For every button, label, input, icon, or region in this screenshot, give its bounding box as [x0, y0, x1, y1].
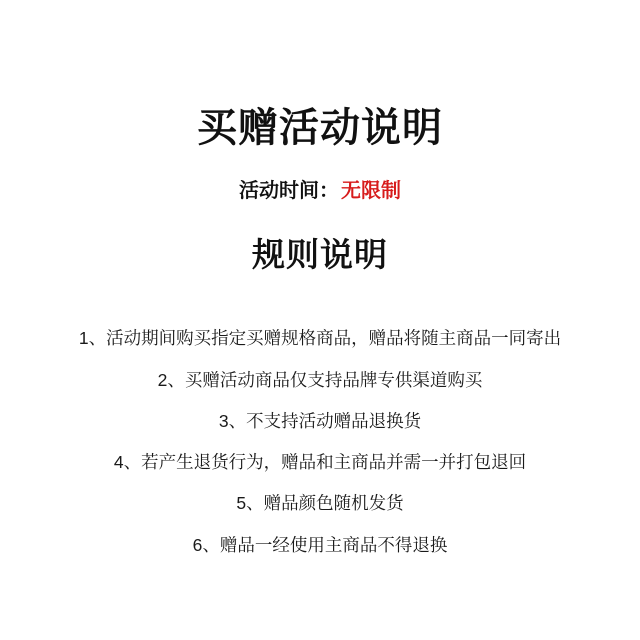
list-item: 2、买赠活动商品仅支持品牌专供渠道购买: [157, 369, 483, 390]
rules-list: [0, 325, 640, 573]
list-item: 6、赠品一经使用主商品不得退换: [192, 534, 448, 555]
list-item: 3、不支持活动赠品退换货: [218, 410, 422, 431]
activity-period-label: 活动时间：: [239, 180, 339, 202]
rules-heading: 规则说明: [252, 236, 388, 273]
list-item: 4、若产生退货行为，赠品和主商品并需一并打包退回: [113, 452, 527, 473]
activity-period: [239, 174, 401, 203]
activity-period-value: 无限制: [341, 180, 401, 202]
list-item: 1、活动期间购买指定买赠规格商品，赠品将随主商品一同寄出: [78, 328, 562, 349]
page-title: 买赠活动说明: [197, 106, 443, 150]
list-item: 5、赠品颜色随机发货: [236, 493, 404, 514]
